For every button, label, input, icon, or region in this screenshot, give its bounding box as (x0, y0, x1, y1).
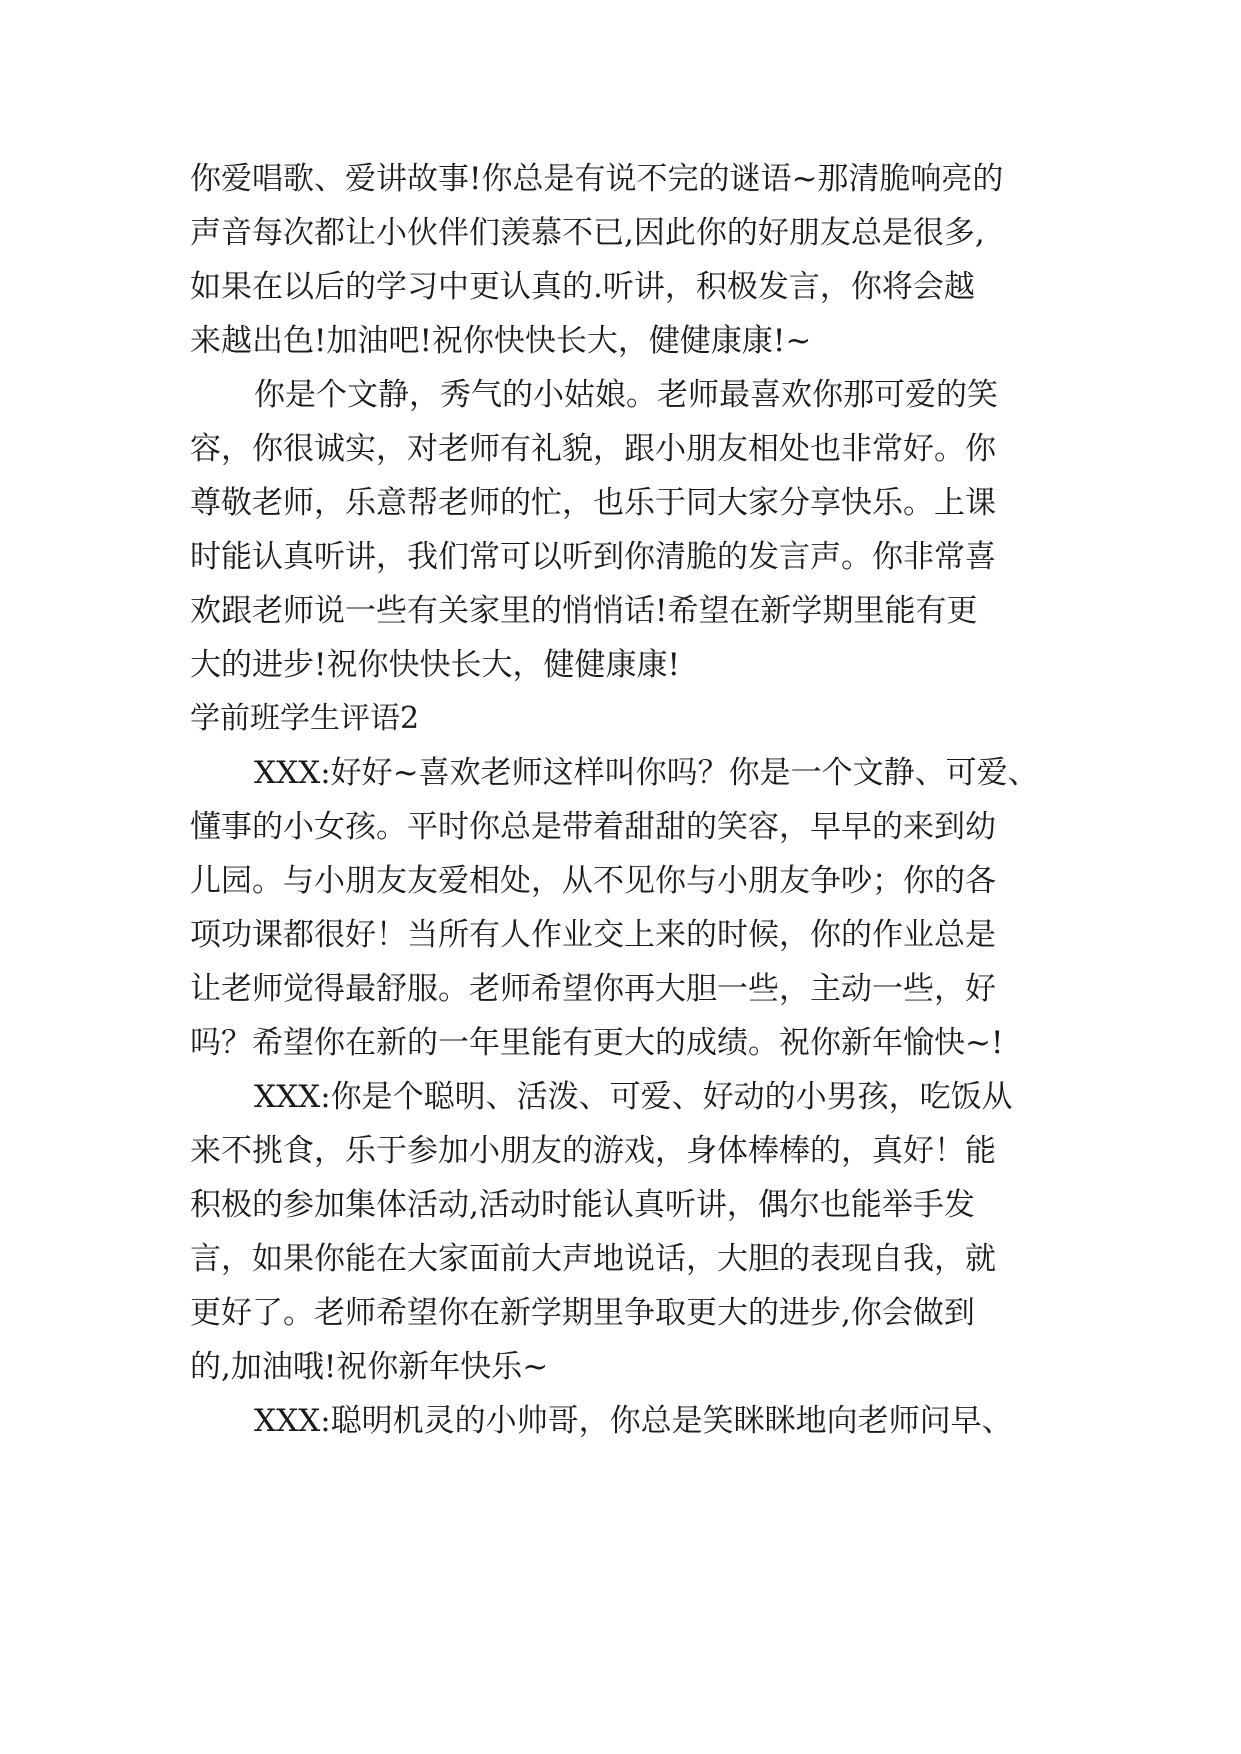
text-line: 的,加油哦!祝你新年快乐~ (190, 1349, 549, 1385)
text-line: XXX:聪明机灵的小帅哥，你总是笑眯眯地向老师问早、 (254, 1403, 1013, 1439)
text-line: 吗？希望你在新的一年里能有更大的成绩。祝你新年愉快~! (190, 1025, 1004, 1061)
text-line: 来不挑食，乐于参加小朋友的游戏，身体棒棒的，真好！能 (190, 1133, 996, 1169)
text-line: 让老师觉得最舒服。老师希望你再大胆一些，主动一些，好 (190, 971, 996, 1007)
comment-paragraph-5 (190, 1394, 1090, 1448)
text-line: 容，你很诚实，对老师有礼貌，跟小朋友相处也非常好。你 (190, 431, 996, 467)
section-heading: 学前班学生评语2 (190, 701, 420, 736)
text-line: 声音每次都让小伙伴们羡慕不已,因此你的好朋友总是很多, (190, 215, 985, 251)
comment-paragraph-3 (190, 746, 1090, 1070)
text-line: 更好了。老师希望你在新学期里争取更大的进步,你会做到 (190, 1295, 975, 1331)
text-line: 如果在以后的学习中更认真的.听讲，积极发言，你将会越 (190, 269, 975, 305)
document-body (190, 152, 1090, 1448)
text-line: XXX:好好~喜欢老师这样叫你吗？你是一个文静、可爱、 (254, 755, 1039, 791)
text-line: 欢跟老师说一些有关家里的悄悄话!希望在新学期里能有更 (190, 593, 978, 629)
comment-paragraph-2 (190, 368, 1090, 692)
text-line: 你是个文静，秀气的小姑娘。老师最喜欢你那可爱的笑 (254, 377, 998, 413)
text-line: 言，如果你能在大家面前大声地说话，大胆的表现自我，就 (190, 1241, 996, 1277)
text-line: XXX:你是个聪明、活泼、可爱、好动的小男孩，吃饭从 (254, 1079, 1013, 1115)
text-line: 尊敬老师，乐意帮老师的忙，也乐于同大家分享快乐。上课 (190, 485, 996, 521)
comment-paragraph-1 (190, 152, 1090, 368)
comment-paragraph-4 (190, 1070, 1090, 1394)
text-line: 积极的参加集体活动,活动时能认真听讲，偶尔也能举手发 (190, 1187, 975, 1223)
text-line: 项功课都很好！当所有人作业交上来的时候，你的作业总是 (190, 917, 996, 953)
text-line: 大的进步!祝你快快长大，健健康康! (190, 647, 680, 683)
text-line: 懂事的小女孩。平时你总是带着甜甜的笑容，早早的来到幼 (190, 809, 996, 845)
text-line: 来越出色!加油吧!祝你快快长大，健健康康!~ (190, 323, 812, 359)
text-line: 你爱唱歌、爱讲故事!你总是有说不完的谜语~那清脆响亮的 (190, 161, 1004, 197)
text-line: 时能认真听讲，我们常可以听到你清脆的发言声。你非常喜 (190, 539, 996, 575)
text-line: 儿园。与小朋友友爱相处，从不见你与小朋友争吵；你的各 (190, 863, 996, 899)
